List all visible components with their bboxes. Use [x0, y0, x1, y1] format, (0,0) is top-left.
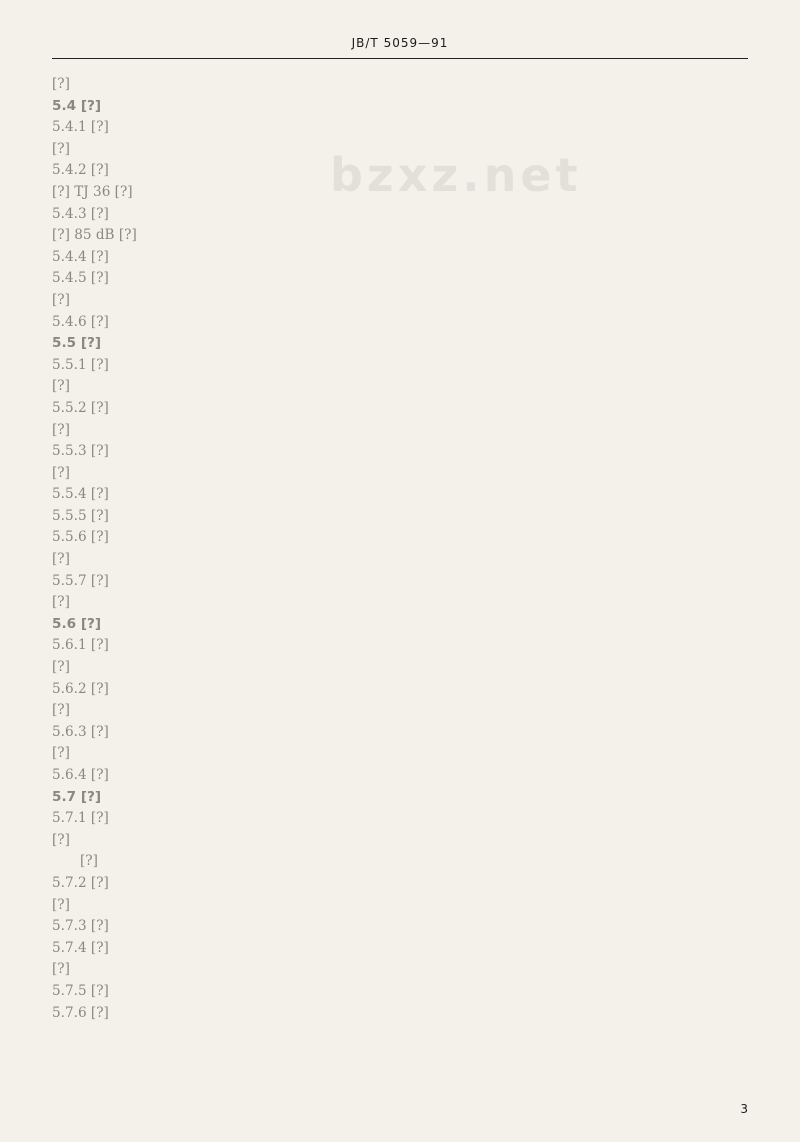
text-line: [?] [52, 421, 70, 438]
text-line: 5.7.2 [?] [52, 874, 109, 891]
text-line: [?] [52, 702, 70, 719]
text-line: 5.5.1 [?] [52, 356, 109, 373]
text-line: 5.5.4 [?] [52, 486, 109, 503]
text-line: [?] 85 dB [?] [52, 227, 137, 244]
text-line: [?] [52, 551, 70, 568]
text-line: 5.6.1 [?] [52, 637, 109, 654]
text-line: 5.4.5 [?] [52, 270, 109, 287]
text-line: [?] [52, 140, 70, 157]
text-line: [?] [80, 853, 98, 870]
text-line: 5.7.4 [?] [52, 939, 109, 956]
text-line: 5.7.1 [?] [52, 810, 109, 827]
standard-number-header: JB/T 5059—91 [351, 36, 449, 50]
text-line: [?] [52, 961, 70, 978]
header-rule [52, 58, 748, 59]
text-line: 5.4.4 [?] [52, 248, 109, 265]
text-line: 5.6.4 [?] [52, 767, 109, 783]
section-heading: 5.6 [?] [52, 615, 102, 632]
section-heading: 5.4 [?] [52, 97, 102, 114]
text-line: 5.7.6 [?] [52, 1004, 109, 1021]
text-line: 5.5.2 [?] [52, 399, 109, 416]
text-line: 5.4.1 [?] [52, 119, 109, 136]
text-line: [?] [52, 76, 70, 92]
text-line: 5.4.3 [?] [52, 205, 109, 222]
text-line: 5.7.3 [?] [52, 918, 109, 935]
text-line: 5.7.5 [?] [52, 982, 109, 999]
text-line: 5.4.6 [?] [52, 313, 109, 330]
text-line: 5.5.5 [?] [52, 507, 109, 524]
text-line: 5.4.2 [?] [52, 162, 109, 179]
text-line: [?] [52, 831, 70, 848]
text-line: [?] [52, 659, 70, 676]
text-line: [?] [52, 594, 70, 611]
section-heading: 5.7 [?] [52, 788, 102, 805]
text-line: 5.6.3 [?] [52, 723, 109, 740]
text-line: 5.5.3 [?] [52, 443, 109, 460]
watermark: bzxz.net [330, 148, 582, 202]
text-line: [?] [52, 291, 70, 308]
text-line: [?] [52, 745, 70, 762]
text-line: [?] TJ 36 [?] [52, 183, 133, 200]
text-line: [?] [52, 378, 70, 395]
page-number: 3 [740, 1102, 748, 1116]
document-body [52, 74, 744, 1024]
text-line: 5.6.2 [?] [52, 680, 109, 697]
text-line: 5.5.6 [?] [52, 529, 109, 546]
text-line: [?] [52, 464, 70, 481]
text-line: [?] [52, 896, 70, 913]
section-heading: 5.5 [?] [52, 335, 102, 352]
text-line: 5.5.7 [?] [52, 572, 109, 589]
